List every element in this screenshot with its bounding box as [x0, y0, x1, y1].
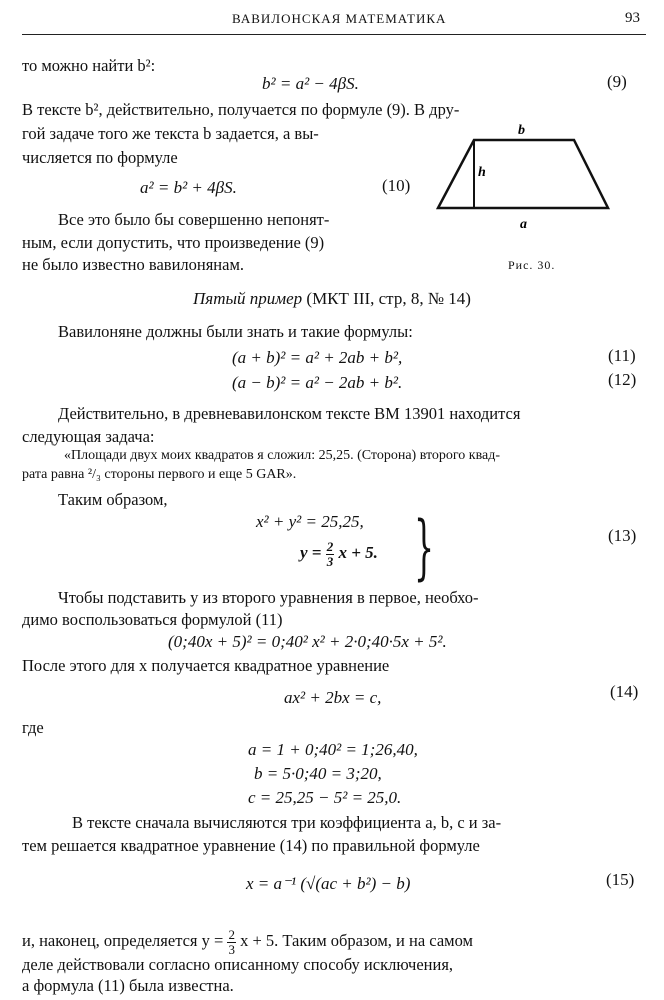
- equation-substitution: (0;40x + 5)² = 0;40² x² + 2·0;40·5x + 5².: [168, 632, 447, 651]
- equation-b: b = 5·0;40 = 3;20,: [254, 764, 382, 783]
- equation-c: c = 25,25 − 5² = 25,0.: [248, 788, 402, 807]
- text-line: Таким образом,: [58, 490, 168, 509]
- text-line: Чтобы подставить y из второго уравнения в первое, необхо-: [58, 588, 479, 607]
- text-line: не было известно вавилонянам.: [22, 255, 245, 274]
- text-line: то можно найти b²:: [22, 56, 156, 75]
- equation-10: a² = b² + 4βS.: [140, 178, 237, 197]
- page-number: 93: [625, 10, 640, 26]
- trapezoid-shape: [438, 140, 608, 208]
- equation-number: (10): [382, 176, 411, 195]
- text-line: димо воспользоваться формулой (11): [22, 610, 283, 629]
- eq13b-left: y =: [300, 543, 326, 563]
- running-header: [22, 8, 646, 35]
- text-line: Все это было бы совершенно непонят-: [58, 210, 330, 229]
- text-line: гой задаче того же текста b задается, a вы-: [22, 124, 319, 143]
- frac-den: 3: [228, 941, 235, 957]
- equation-number: (14): [610, 682, 639, 701]
- equation-14: ax² + 2bx = c,: [284, 688, 382, 707]
- eq13b-right: x + 5.: [334, 543, 378, 563]
- text-line: где: [22, 718, 44, 737]
- text-line: После этого для x получается квадратное уравнение: [22, 656, 390, 675]
- equation-9: b² = a² − 4βS.: [262, 74, 359, 93]
- equation-number: (12): [608, 370, 637, 389]
- text-line: ным, если допустить, что произведение (9): [22, 233, 325, 252]
- equation-number: (15): [606, 870, 635, 889]
- equation-number: (11): [608, 346, 636, 365]
- section-title-rest: (МКТ III, стр, 8, № 14): [302, 289, 471, 308]
- frac-num: 2: [228, 927, 235, 942]
- trapezoid-figure: [432, 120, 612, 230]
- text-line: [22, 928, 473, 956]
- text-line: В тексте сначала вычисляются три коэффициента a, b, c и за-: [72, 813, 502, 832]
- text-line: следующая задача:: [22, 427, 155, 446]
- fraction-two-thirds: [326, 540, 335, 568]
- text-line: числяется по формуле: [22, 148, 178, 167]
- text-line: Действительно, в древневавилонском тексте ВМ 13901 находится: [58, 404, 521, 423]
- equation-a: a = 1 + 0;40² = 1;26,40,: [248, 740, 418, 759]
- equation-12: (a − b)² = a² − 2ab + b².: [232, 373, 403, 392]
- line-part: x + 5. Таким образом, и на самом: [235, 930, 473, 950]
- line-part: и, наконец, определяется y =: [22, 930, 228, 950]
- equation-number: (9): [607, 72, 627, 91]
- frac-num: 2: [326, 539, 334, 554]
- fraction-two-thirds: [227, 928, 236, 956]
- equation-11: (a + b)² = a² + 2ab + b²,: [232, 348, 403, 367]
- section-title-italic: Пятый пример: [193, 289, 303, 308]
- running-title: ВАВИЛОНСКАЯ МАТЕМАТИКА: [232, 11, 447, 26]
- text-line: деле действовали согласно описанному способу исключения,: [22, 955, 454, 974]
- quote-line: «Площади двух моих квадратов я сложил: 25,25. (Сторона) второго квад-: [64, 448, 501, 463]
- quote-line: рата равна ²/₃ стороны первого и еще 5 GAR».: [22, 467, 297, 482]
- figure-caption: Рис. 30.: [508, 258, 556, 272]
- figure-label-h: h: [478, 165, 486, 180]
- figure-label-b: b: [518, 123, 525, 138]
- figure-label-a: a: [520, 217, 527, 230]
- system-brace: }: [414, 506, 435, 588]
- frac-den: 3: [326, 553, 334, 569]
- equation-number: (13): [608, 526, 637, 545]
- text-line: В тексте b², действительно, получается по формуле (9). В дру-: [22, 100, 460, 119]
- text-line: а формула (11) была известна.: [22, 976, 234, 995]
- equation-13a: x² + y² = 25,25,: [256, 512, 364, 531]
- equation-13b: [300, 540, 378, 568]
- equation-15: x = a⁻¹ (√(ac + b²) − b): [246, 874, 411, 893]
- text-line: тем решается квадратное уравнение (14) по правильной формуле: [22, 836, 480, 855]
- section-title: [0, 289, 664, 309]
- text-line: Вавилоняне должны были знать и такие формулы:: [58, 322, 413, 341]
